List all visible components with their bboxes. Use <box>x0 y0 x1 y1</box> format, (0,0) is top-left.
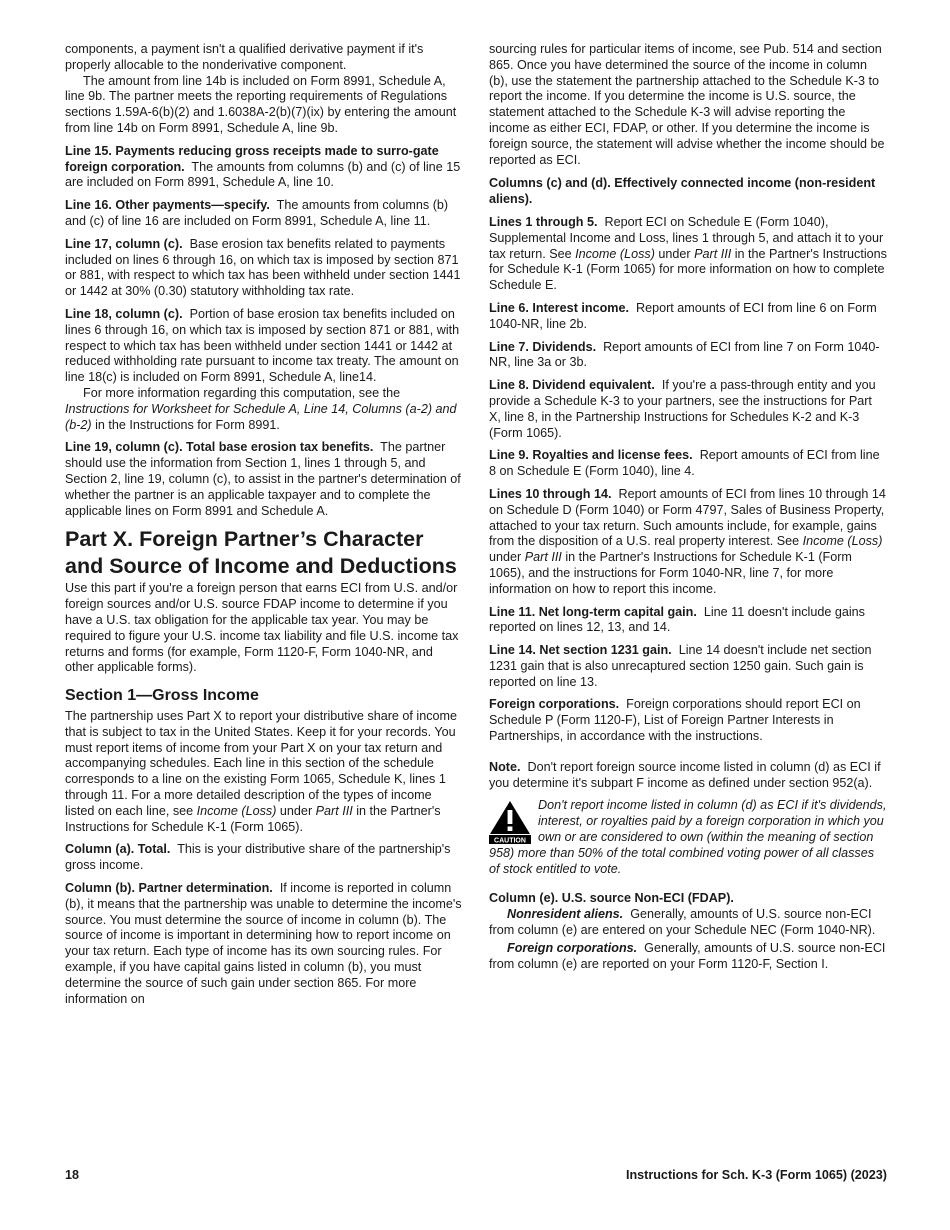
foreign-corporations-fdap-entry <box>489 941 887 973</box>
foreign-corporations-fdap-heading: Foreign corporations. <box>507 940 638 955</box>
more-info-text: in the Instructions for Form 8991. <box>95 417 280 432</box>
note-entry <box>489 760 887 792</box>
column-b-heading: Column (b). Partner determination. <box>65 881 273 896</box>
line-8-entry <box>489 378 887 441</box>
reference: Income (Loss) <box>802 534 883 549</box>
column-a-text: This is your distributive share of the partnership's gross income. <box>65 842 451 873</box>
reference: Part III <box>524 550 562 565</box>
lines-10-14-text: Report amounts of ECI from lines 10 through 14 on Schedule D (Form 1040) or Form 4797, Sales of Business Property, attached to your tax return. Such amounts include, for example, gains from the disposition of a U.S. real property interest. See <box>489 486 886 549</box>
lines-10-14-heading: Lines 10 through 14. <box>489 486 612 501</box>
reference: Income (Loss) <box>575 246 655 261</box>
line-14-heading: Line 14. Net section 1231 gain. <box>489 643 672 658</box>
section-1-intro <box>65 709 463 835</box>
column-b-entry <box>65 881 463 1007</box>
foreign-corporations-heading: Foreign corporations. <box>489 697 620 712</box>
line-18-entry <box>65 307 463 386</box>
line-17-text: Base erosion tax benefits related to payments included on lines 6 through 16, on which tax is imposed by section 871 or 881, with respect to which tax has been withheld under section 1441 or 1442 at 30% (0.30) statutory withholding tax rate. <box>65 236 461 299</box>
page-number: 18 <box>65 1168 80 1182</box>
foreign-corporations-fdap-text: Generally, amounts of U.S. source non-ECI from column (e) are reported on your Form 1120-F, Section I. <box>489 940 886 971</box>
line-14-text: Line 14 doesn't include net section 1231 gain that is also unrecaptured section 1250 gain. Such gain is reported on line 13. <box>489 643 872 689</box>
lines-1-5-text: in the Partner's Instructions for Schedule K-1 (Form 1065) for more information on how to complete Schedule E. <box>489 246 887 293</box>
reference: Part III <box>315 803 353 818</box>
column-e-heading-text: Column (e). U.S. source Non-ECI (FDAP). <box>489 891 734 906</box>
line-7-entry <box>489 340 887 372</box>
line-11-entry <box>489 605 887 637</box>
left-column <box>65 42 463 1014</box>
line-16-heading: Line 16. Other payments—specify. <box>65 198 270 213</box>
document-title: Instructions for Sch. K-3 (Form 1065) (2023) <box>625 1168 887 1182</box>
line-15-heading: Line 15. Payments reducing gross receipts made to surro-gate foreign corporation. <box>65 143 439 174</box>
lines-10-14-entry <box>489 487 887 598</box>
reference: Income (Loss) <box>196 803 277 818</box>
caution-icon <box>489 800 531 844</box>
part-x-intro: Use this part if you're a foreign person that earns ECI from U.S. and/or foreign sources and/or U.S. source FDAP income to determine if you have a U.S. tax obligation for the applicable tax year. You may be required to figure your U.S. income tax liability and file U.S. income tax returns and forms (for example, Form 1120-F, Form 1040-NR, and other applicable forms). <box>65 581 459 675</box>
section-1-text: in the Partner's Instructions for Schedule K-1 (Form 1065). <box>65 803 441 834</box>
note-text: Don't report foreign source income listed in column (d) as ECI if you determine it's subpart F income as defined under section 952(a). <box>489 759 881 790</box>
caution-text: Don't report income listed in column (d) as ECI if it's dividends, interest, or royalties paid by a foreign corporation in which you own or are considered to own (within the meaning of section 958) more than 50% of the total combined voting power of all classes of stock entitled to vote. <box>489 798 887 876</box>
line-8-heading: Line 8. Dividend equivalent. <box>489 378 655 393</box>
more-info-paragraph <box>65 386 463 433</box>
line-7-text: Report amounts of ECI from line 7 on Form 1040-NR, line 3a or 3b. <box>489 339 880 370</box>
line-16-entry <box>65 198 463 230</box>
lines-1-5-heading: Lines 1 through 5. <box>489 214 598 229</box>
column-a-heading: Column (a). Total. <box>65 842 171 857</box>
section-1-title: Section 1—Gross Income <box>65 687 259 705</box>
line-15-text: The amounts from columns (b) and (c) of line 15 are included on Form 8991, Schedule A, line 10. <box>65 159 461 190</box>
foreign-corporations-entry <box>489 697 887 744</box>
nonresident-aliens-entry <box>489 907 887 939</box>
more-info-text: For more information regarding this computation, see the <box>83 385 401 400</box>
line-7-heading: Line 7. Dividends. <box>489 339 597 354</box>
paragraph: components, a payment isn't a qualified derivative payment if it's properly allocable to the nonderivative component. <box>65 42 424 72</box>
line-9-heading: Line 9. Royalties and license fees. <box>489 448 693 463</box>
section-1-text: The partnership uses Part X to report your distributive share of income that is subject to tax in the United States. Keep it for your records. You must report items of income from your Part X on your tax return and accompanying schedules. Each line in this section of the schedule corresponds to a line on the existing Form 1065, Schedule K, lines 1 through 11. For a more detailed description of the types of income listed on each line, see <box>65 709 457 818</box>
more-info-reference: Instructions for Worksheet for Schedule A, Line 14, Columns (a-2) and (b-2) <box>65 401 457 432</box>
lines-10-14-text: in the Partner's Instructions for Schedule K-1 (Form 1065), and the instructions for Form 1040-NR, line 7, for more information on how to report this income. <box>489 550 852 596</box>
column-a-entry <box>65 842 463 874</box>
nonresident-aliens-text: Generally, amounts of U.S. source non-ECI from column (e) are entered on your Schedule NEC (Form 1040-NR). <box>489 907 876 938</box>
columns-c-d-heading-text: Columns (c) and (d). Effectively connected income (non-resident aliens). <box>489 176 876 207</box>
column-b-text: If income is reported in column (b), it means that the partnership was unable to determine the income's source. You must determine the source of income in column (b). The source of income is important in determining how to report income on your tax return. Each type of income has its own sourcing rules. For example, if you have capital gains listed in column (b), you must determine the source of such gain under section 865. For more information on <box>65 881 462 1006</box>
line-9-text: Report amounts of ECI from line 8 on Schedule E (Form 1040), line 4. <box>489 448 880 479</box>
line-6-entry <box>489 301 887 333</box>
line-14-entry <box>489 643 887 690</box>
line-17-entry <box>65 237 463 300</box>
reference: Part III <box>694 246 732 261</box>
line-8-text: If you're a pass-through entity and you provide a Schedule K-3 to your partners, see the instructions for Part X, line 8, in the Partnership Instructions for Schedules K-2 and K-3 (Form 1065). <box>489 378 876 440</box>
lines-1-5-text: Report ECI on Schedule E (Form 1040), Supplemental Income and Loss, lines 1 through 5, and attach it to your tax return. See <box>489 214 884 261</box>
columns-c-d-heading <box>489 176 887 208</box>
paragraph: sourcing rules for particular items of income, see Pub. 514 and section 865. Once you have determined the source of the income in column (b), use the statement the partnership attached to the Schedule K-3 to report the income. If you determine the income is U.S. source, the statement attached to the Schedule K-3 will advise reporting the income as either ECI, FDAP, or other. If you determine the income is foreign source, the statement will advise whether the income should be reported as ECI. <box>489 42 885 167</box>
line-19-text: The partner should use the information from Section 1, lines 1 through 5, and Section 2, line 19, column (c), to assist in the partner's determination of whether the partner is an applicable taxpayer and to complete the applicable lines on Form 8991 and Schedule A. <box>65 440 461 518</box>
column-e-heading <box>489 891 887 907</box>
spacer <box>489 752 887 760</box>
line-18-text: Portion of base erosion tax benefits included on lines 6 through 16, on which tax is imposed by section 871 or 881, with respect to which tax has been withheld under section 1441 or 1442 at reduced withholding rate pursuant to income tax treaty. The amount on line 18(c) is included on Form 8991, Schedule A, line14. <box>65 306 460 385</box>
line-11-text: Line 11 doesn't include gains reported on lines 12, 13, and 14. <box>489 604 865 635</box>
line-15-entry <box>65 144 463 191</box>
lines-1-5-text: under <box>658 246 691 261</box>
caution-block <box>489 798 887 877</box>
right-column <box>489 42 887 974</box>
line-19-heading: Line 19, column (c). Total base erosion tax benefits. <box>65 440 374 455</box>
section-1-text: under <box>279 803 313 818</box>
line-6-heading: Line 6. Interest income. <box>489 300 629 315</box>
lines-10-14-text: under <box>489 550 522 565</box>
nonresident-aliens-heading: Nonresident aliens. <box>507 907 624 922</box>
caution-label: CAUTION <box>494 837 526 845</box>
line-9-entry <box>489 448 887 480</box>
line-17-heading: Line 17, column (c). <box>65 236 183 251</box>
line-11-heading: Line 11. Net long-term capital gain. <box>489 604 697 619</box>
line-18-heading: Line 18, column (c). <box>65 306 183 321</box>
lines-1-5-entry <box>489 215 887 294</box>
line-6-text: Report amounts of ECI from line 6 on Form 1040-NR, line 2b. <box>489 300 877 331</box>
paragraph: The amount from line 14b is included on Form 8991, Schedule A, line 9b. The partner meets the reporting requirements of Regulations sections 1.59A-6(b)(2) and 1.6038A-2(b)(7)(ix) by entering the amount from line 14b on Form 8991, Schedule A, line 9b. <box>65 73 457 135</box>
line-19-entry <box>65 440 463 519</box>
line-16-text: The amounts from columns (b) and (c) of line 16 are included on Form 8991, Schedule A, line 11. <box>65 198 449 228</box>
foreign-corporations-text: Foreign corporations should report ECI on Schedule P (Form 1120-F), List of Foreign Partner Interests in Partnerships, in accordance with the instructions. <box>489 697 861 744</box>
note-heading: Note. <box>489 759 521 774</box>
part-x-title: Part X. Foreign Partner’s Character and Source of Income and Deductions <box>65 527 457 578</box>
